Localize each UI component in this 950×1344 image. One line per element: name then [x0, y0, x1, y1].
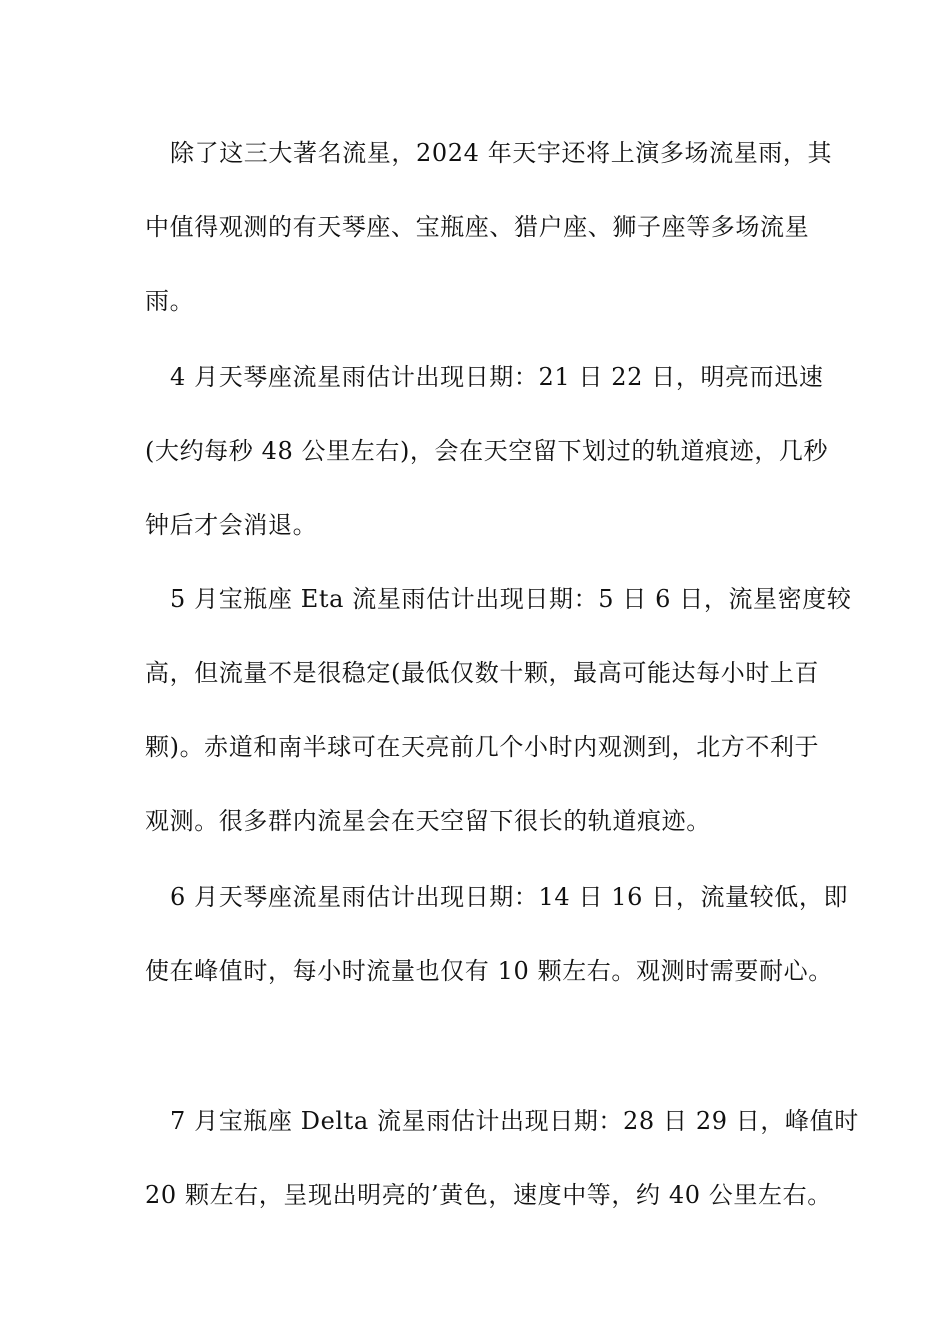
paragraph-3-line-4: 观测。很多群内流星会在天空留下很长的轨道痕迹。 [145, 807, 711, 835]
paragraph-2-line-2: (大约每秒 48 公里左右)，会在天空留下划过的轨道痕迹，几秒 [145, 437, 829, 465]
paragraph-1-line-2: 中值得观测的有天琴座、宝瓶座、猎户座、狮子座等多场流星 [145, 213, 810, 241]
paragraph-5-line-2: 20 颗左右，呈现出明亮的’黄色，速度中等，约 40 公里左右。 [145, 1181, 832, 1209]
paragraph-3-line-1: 5 月宝瓶座 Eta 流星雨估计出现日期：5 日 6 日，流星密度较 [170, 585, 852, 613]
paragraph-4-line-2: 使在峰值时，每小时流量也仅有 10 颗左右。观测时需要耐心。 [145, 957, 833, 985]
paragraph-4-line-1: 6 月天琴座流星雨估计出现日期：14 日 16 日，流量较低，即 [170, 883, 849, 911]
paragraph-2-line-3: 钟后才会消退。 [145, 511, 318, 539]
paragraph-1-line-3: 雨。 [145, 287, 195, 315]
paragraph-3-line-2: 高，但流量不是很稳定(最低仅数十颗，最高可能达每小时上百 [145, 659, 820, 687]
paragraph-5-line-1: 7 月宝瓶座 Delta 流星雨估计出现日期：28 日 29 日，峰值时 [170, 1107, 859, 1135]
paragraph-1-line-1: 除了这三大著名流星，2024 年天宇还将上演多场流星雨，其 [170, 139, 833, 167]
paragraph-3-line-3: 颗)。赤道和南半球可在天亮前几个小时内观测到，北方不利于 [145, 733, 820, 761]
paragraph-2-line-1: 4 月天琴座流星雨估计出现日期：21 日 22 日，明亮而迅速 [170, 363, 824, 391]
